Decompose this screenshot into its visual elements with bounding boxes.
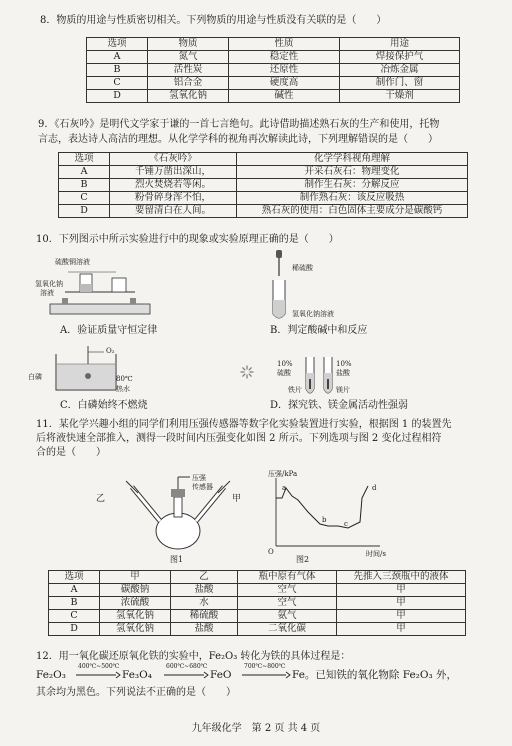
table-row — [59, 179, 468, 192]
table-row — [59, 166, 468, 179]
table-cell: 焊接保护气 — [340, 51, 460, 64]
figD-label-iron-piece: 铁片 — [288, 386, 302, 394]
table-cell: 粉骨碎身浑不怕， — [110, 192, 237, 205]
table-cell: 千锤万凿出深山， — [110, 166, 237, 179]
table-cell: D — [59, 205, 110, 218]
table-cell: A — [59, 166, 110, 179]
reaction-arrow-icon — [164, 672, 208, 678]
table-cell: 开采石灰石：物理变化 — [237, 166, 468, 179]
table-cell: 二氧化碳 — [238, 623, 337, 636]
figC-label-temperature: 80℃ — [116, 375, 133, 383]
table-cell: B — [49, 597, 100, 610]
table-header: 性质 — [229, 38, 340, 51]
table-cell: 干燥剂 — [340, 90, 460, 103]
table-cell: 氢氧化钠 — [148, 90, 229, 103]
table-cell: 盐酸 — [171, 584, 238, 597]
table-row — [87, 51, 460, 64]
table-cell: 甲 — [337, 623, 466, 636]
q9-table — [58, 152, 468, 218]
q12-species-fe2o3: Fe₂O₃ — [36, 669, 66, 681]
table-header: 选项 — [59, 153, 110, 166]
table-row — [87, 38, 460, 51]
reaction-arrow-icon — [242, 672, 290, 678]
table-header: 瓶中原有气体 — [238, 571, 337, 584]
table-cell: A — [87, 51, 148, 64]
table-cell: 甲 — [337, 610, 466, 623]
table-cell: C — [59, 192, 110, 205]
q12-line3: 其余均为黑色。下列说法不正确的是（ ） — [36, 687, 236, 698]
table-cell: C — [87, 77, 148, 90]
figC-label-white-phosphorus: 白磷 — [28, 373, 42, 381]
fig2-ylabel: 压强/kPa — [268, 470, 298, 478]
q10-option-b: B．判定酸碱中和反应 — [270, 325, 368, 336]
q10-stem: 10．下列图示中所示实验进行中的现象或实验原理正确的是（ ） — [36, 234, 339, 245]
table-cell: 甲 — [337, 584, 466, 597]
table-header: 先推入三颈瓶中的液体 — [337, 571, 466, 584]
q10-option-a: A．验证质量守恒定律 — [60, 325, 158, 336]
q11-stem-line2: 后将液快速全部推入，测得一段时间内压强变化如图 2 所示。下列选项与图 2 变化过程相符 — [36, 433, 442, 444]
two-test-tubes-figure — [302, 355, 338, 397]
table-header: 化学学科视角理解 — [237, 153, 468, 166]
fig2-caption: 图2 — [296, 555, 310, 564]
table-cell: 冶炼金属 — [340, 64, 460, 77]
figB-label-naoh-solution: 氢氧化钠溶液 — [292, 310, 334, 318]
q11-stem-line1: 11．某化学兴趣小组的同学们利用压强传感器等数字化实验装置进行实验，根据图 1 的装置先 — [36, 419, 452, 430]
q9-stem-line1: 9．《石灰吟》是明代文学家于谦的一首七言绝句。此诗借助描述熟石灰的生产和使用，托物 — [38, 119, 440, 130]
table-cell: 制作熟石灰：该反应吸热 — [237, 192, 468, 205]
table-cell: 活性炭 — [148, 64, 229, 77]
table-header: 《石灰吟》 — [110, 153, 237, 166]
q10-option-d: D．探究铁、镁金属活动性强弱 — [270, 400, 409, 411]
table-cell: 氢氧化钠 — [100, 610, 171, 623]
table-cell: 熟石灰的使用：白色固体主要成分是碳酸钙 — [237, 205, 468, 218]
q10-option-c: C．白磷始终不燃烧 — [60, 400, 148, 411]
table-header: 用途 — [340, 38, 460, 51]
q11-table — [48, 570, 466, 636]
table-cell: 制作门、窗 — [340, 77, 460, 90]
fig1-caption: 图1 — [170, 555, 184, 564]
table-cell: 氨气 — [238, 610, 337, 623]
fig2-xlabel: 时间/s — [366, 550, 386, 558]
q8-stem: 8．物质的用途与性质密切相关。下列物质的用途与性质没有关联的是（ ） — [40, 15, 387, 26]
fig2-point-c: c — [344, 520, 348, 528]
fig1-label-jia: 甲 — [232, 494, 242, 504]
figA-label-copper-sulfate: 硫酸铜溶液 — [55, 258, 90, 266]
figA-label-naoh: 氢氧化钠 — [35, 280, 63, 288]
table-cell: 空气 — [238, 584, 337, 597]
table-cell: 硬度高 — [229, 77, 340, 90]
table-row — [49, 584, 466, 597]
q12-species-fe3o4: Fe₃O₄ — [122, 669, 152, 681]
fig1-label-pressure: 压强 — [192, 474, 206, 482]
table-cell: 甲 — [337, 597, 466, 610]
figD-label-10pct-right: 10% — [336, 360, 352, 368]
table-cell: C — [49, 610, 100, 623]
table-cell: 盐酸 — [171, 623, 238, 636]
table-cell: 铝合金 — [148, 77, 229, 90]
table-cell: 要留清白在人间。 — [110, 205, 237, 218]
figD-label-sulfuric-acid: 硫酸 — [277, 369, 291, 377]
table-cell: 氢氧化钠 — [100, 623, 171, 636]
figB-label-dilute-sulfuric: 稀硫酸 — [292, 264, 313, 272]
table-cell: 稀硫酸 — [171, 610, 238, 623]
q12-species-feo: FeO — [210, 669, 232, 681]
table-cell: A — [49, 584, 100, 597]
table-row — [49, 623, 466, 636]
table-header: 选项 — [49, 571, 100, 584]
page-footer: 九年级化学 第 2 页 共 4 页 — [191, 723, 321, 734]
table-row — [59, 192, 468, 205]
q9-stem-line2: 言志，表达诗人高洁的理想。从化学学科的视角再次解读此诗，下列理解错误的是（ ） — [38, 134, 438, 145]
figD-label-hydrochloric-acid: 盐酸 — [336, 369, 350, 377]
figC-label-hot-water: 热水 — [116, 385, 130, 393]
table-header: 选项 — [87, 38, 148, 51]
table-row — [87, 77, 460, 90]
table-cell: D — [87, 90, 148, 103]
figD-label-10pct-left: 10% — [277, 360, 293, 368]
table-cell: 氮气 — [148, 51, 229, 64]
figD-label-magnesium-piece: 镁片 — [336, 386, 350, 394]
table-cell: D — [49, 623, 100, 636]
q12-species-fe-and-note: Fe。已知铁的氧化物除 Fe₂O₃ 外， — [292, 669, 458, 681]
table-row — [49, 597, 466, 610]
table-row — [59, 153, 468, 166]
table-cell: 水 — [171, 597, 238, 610]
three-neck-flask-figure — [112, 463, 252, 553]
table-header: 物质 — [148, 38, 229, 51]
table-header: 甲 — [100, 571, 171, 584]
table-row — [59, 205, 468, 218]
q11-stem-line3: 合的是（ ） — [36, 447, 106, 458]
fig2-point-a: a — [282, 484, 287, 492]
table-cell: 碱性 — [229, 90, 340, 103]
figC-label-oxygen: O₂ — [106, 347, 115, 355]
table-cell: B — [87, 64, 148, 77]
table-cell: 浓硫酸 — [100, 597, 171, 610]
table-row — [49, 571, 466, 584]
q12-condition-1: 400℃~500℃ — [78, 663, 120, 670]
fig1-label-yi: 乙 — [96, 494, 106, 504]
table-header: 乙 — [171, 571, 238, 584]
q8-table — [86, 37, 460, 103]
table-cell: 稳定性 — [229, 51, 340, 64]
q12-stem: 12．用一氧化碳还原氧化铁的实验中，Fe₂O₃ 转化为铁的具体过程是： — [36, 651, 351, 662]
table-cell: 空气 — [238, 597, 337, 610]
table-cell: 还原性 — [229, 64, 340, 77]
table-row — [87, 64, 460, 77]
fig2-point-d: d — [372, 484, 377, 492]
table-cell: 碳酸钠 — [100, 584, 171, 597]
table-cell: 烈火焚烧若等闲。 — [110, 179, 237, 192]
spinner-icon — [240, 365, 254, 379]
fig2-point-b: b — [322, 516, 327, 524]
q12-condition-3: 700℃~800℃ — [244, 663, 286, 670]
table-row — [87, 90, 460, 103]
q12-condition-2: 600℃~680℃ — [166, 663, 208, 670]
table-cell: B — [59, 179, 110, 192]
figA-label-solution: 溶液 — [40, 289, 54, 297]
fig2-origin: O — [268, 548, 274, 556]
fig1-label-sensor: 传感器 — [192, 483, 213, 491]
table-row — [49, 610, 466, 623]
reaction-arrow-icon — [76, 672, 120, 678]
table-cell: 制作生石灰：分解反应 — [237, 179, 468, 192]
